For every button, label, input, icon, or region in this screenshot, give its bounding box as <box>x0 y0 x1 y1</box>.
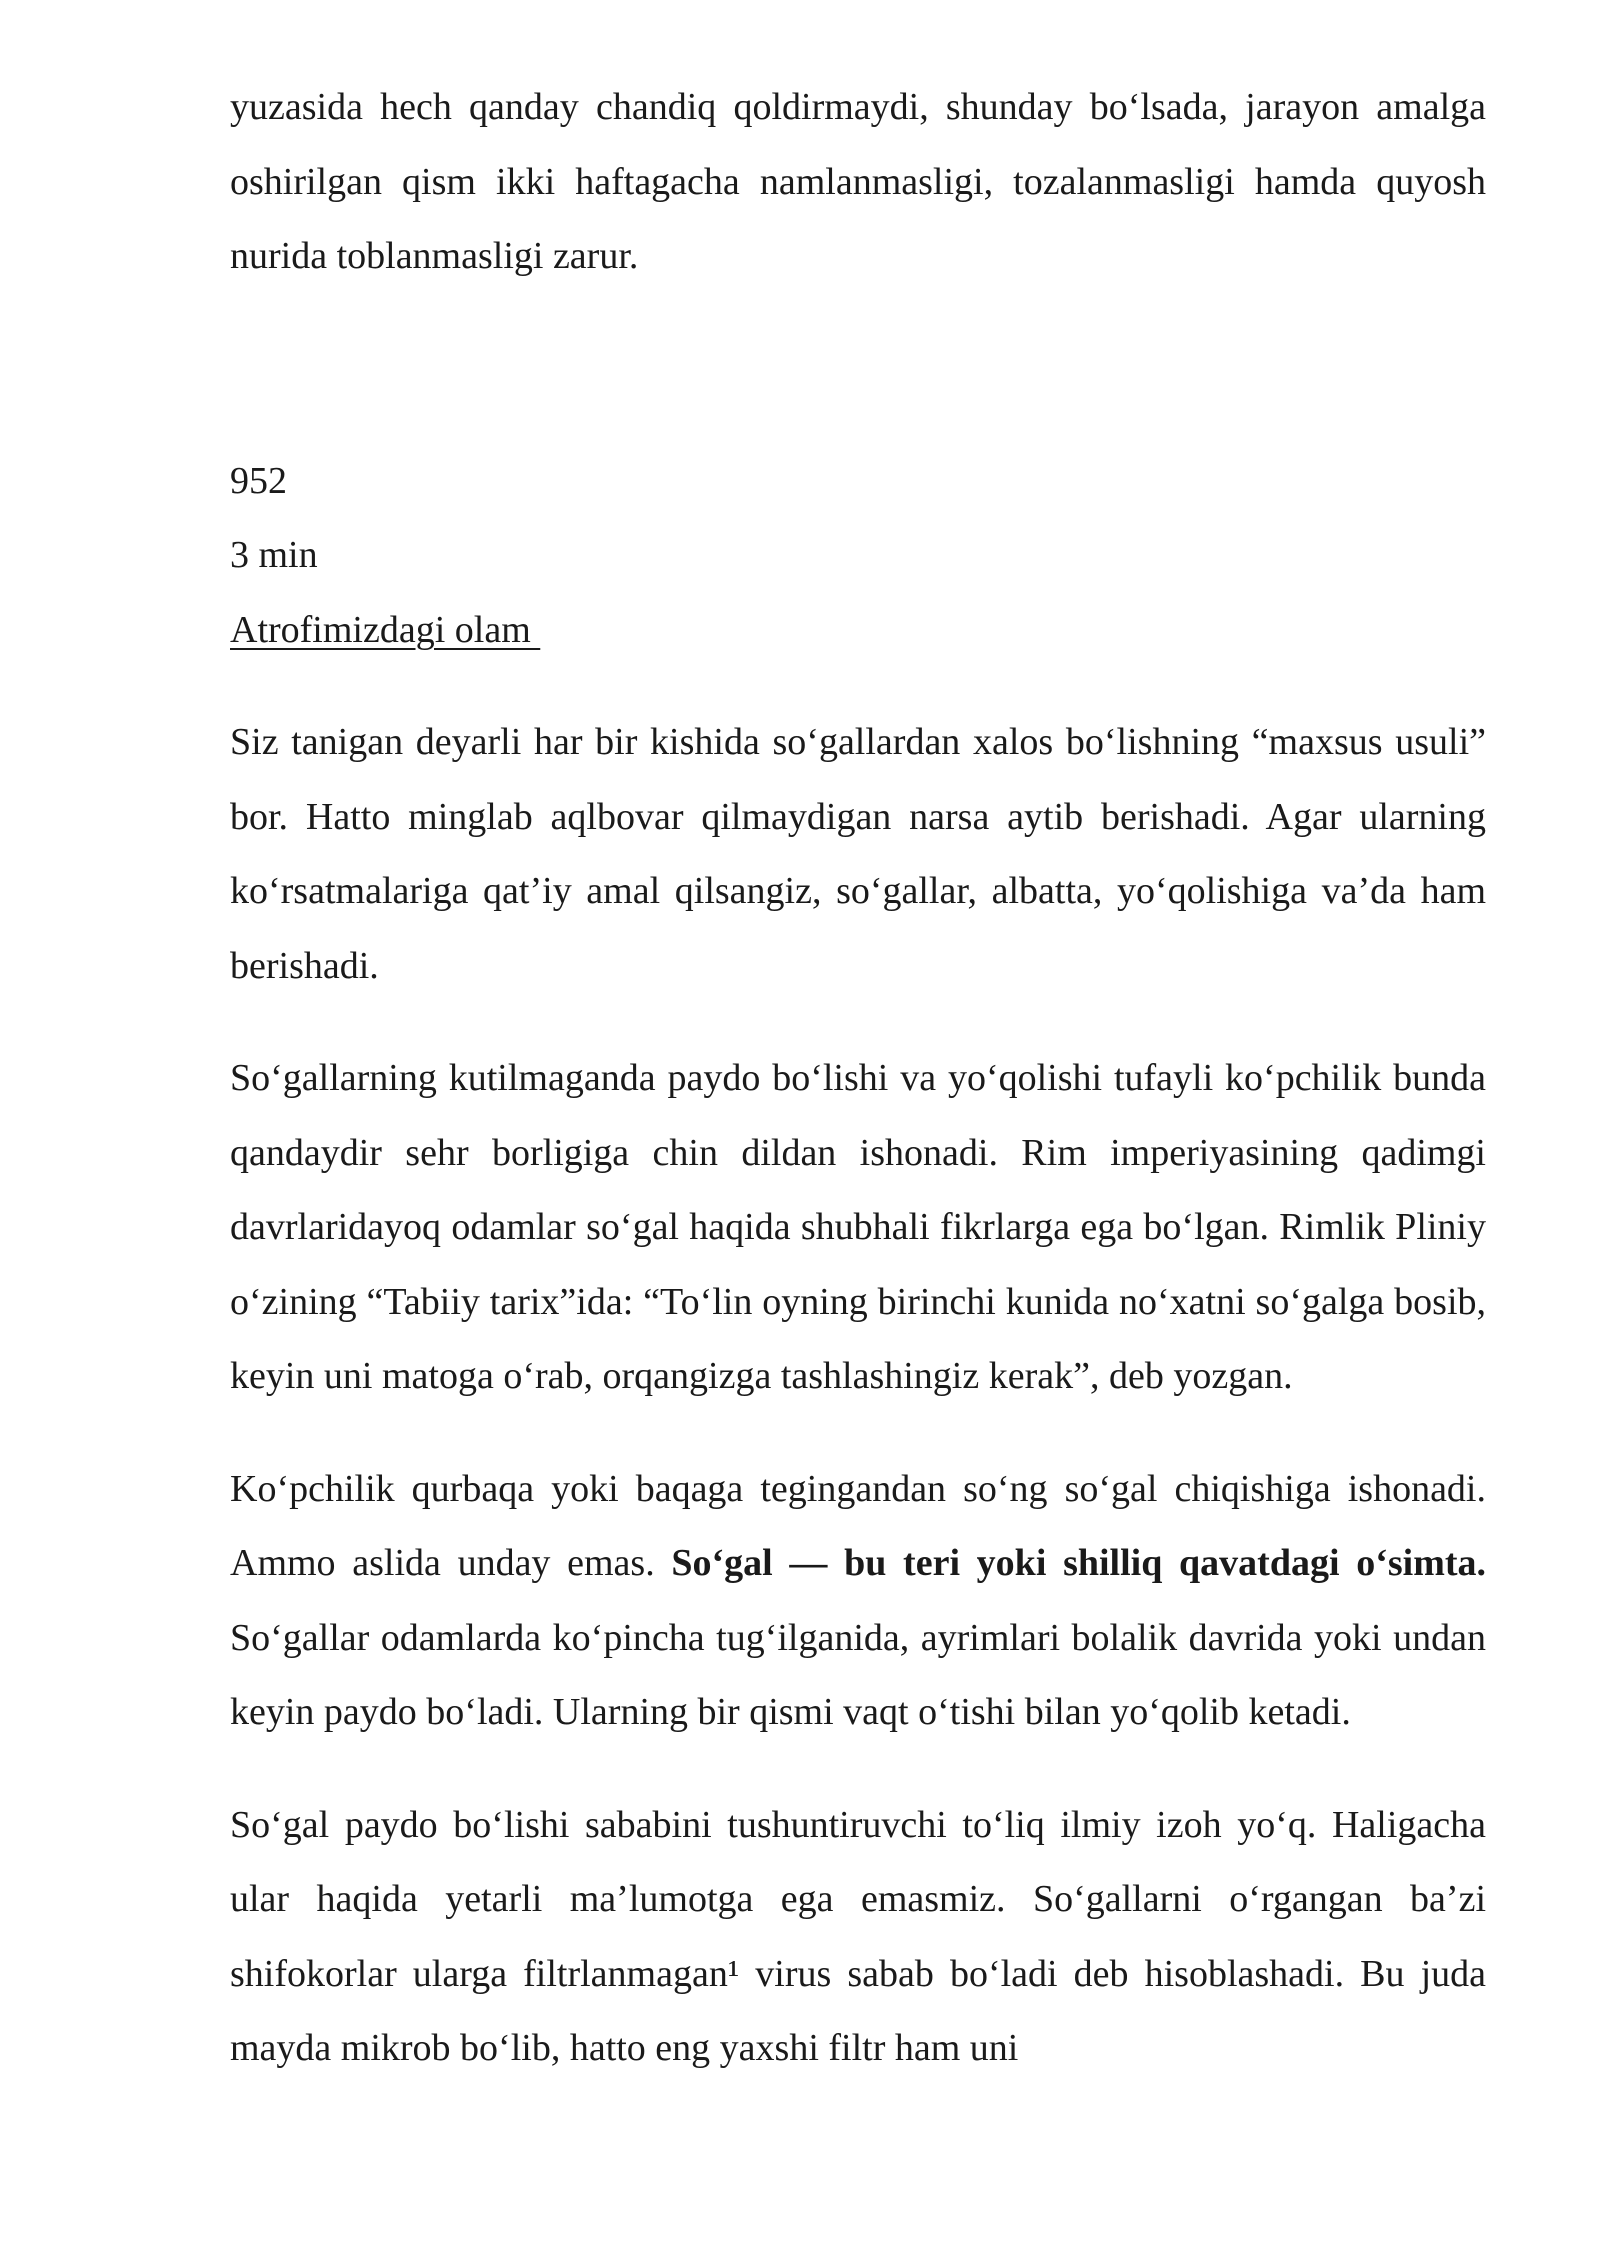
body-paragraph-4: So‘gal paydo bo‘lishi sababini tushuntiruvchi to‘liq ilmiy izoh yo‘q. Haligacha ular haqida yetarli ma’lumotga ega emasmiz. So‘gallarni o‘rgangan ba’zi shifokorlar ularga filtrlanmagan¹ virus sabab bo‘ladi deb hisoblashadi. Bu juda mayda mikrob bo‘lib, hatto eng yaxshi filtr ham uni <box>230 1803 1486 2069</box>
read-time: 3 min <box>230 534 318 576</box>
document-page <box>230 70 1486 2124</box>
category-link[interactable]: Atrofimizdagi olam <box>230 608 541 651</box>
body-paragraph-2: So‘gallarning kutilmaganda paydo bo‘lishi va yo‘qolishi tufayli ko‘pchilik bunda qandaydir sehr borligiga chin dildan ishonadi. Rim imperiyasining qadimgi davrlaridayoq odamlar so‘gal haqida shubhali fikrlarga ega bo‘lgan. Rimlik Pliniy o‘zining “Tabiiy tarix”ida: “To‘lin oyning birinchi kunida no‘xatni so‘galga bosib, keyin uni matoga o‘rab, orqangizga tashlashingiz kerak”, deb yozgan. <box>230 1057 1486 1397</box>
paragraph-3-bold-definition: So‘gal — bu teri yoki shilliq qavatdagi o‘simta. <box>671 1542 1487 1584</box>
paragraph-3-text-end: So‘gallar odamlarda ko‘pincha tug‘ilganida, ayrimlari bolalik davrida yoki undan keyin paydo bo‘ladi. Ularning bir qismi vaqt o‘tishi bilan yo‘qolib ketadi. <box>230 1616 1486 1733</box>
body-paragraph-1: Siz tanigan deyarli har bir kishida so‘gallardan xalos bo‘lishning “maxsus usuli” bor. Hatto minglab aqlbovar qilmaydigan narsa aytib berishadi. Agar ularning ko‘rsatmalariga qat’iy amal qilsangiz, so‘gallar, albatta, yo‘qolishiga va’da ham berishadi. <box>230 721 1486 987</box>
body-paragraph-3 <box>230 1452 1486 1750</box>
intro-paragraph: yuzasida hech qanday chandiq qoldirmaydi, shunday bo‘lsada, jarayon amalga oshirilgan qism ikki haftagacha namlanmasligi, tozalanmasligi hamda quyosh nurida toblanmasligi zarur. <box>230 86 1486 277</box>
paragraph-3-text-start: Ko‘pchilik qurbaqa yoki baqaga tegingandan so‘ng so‘gal chiqishiga ishonadi. Ammo aslida unday emas. <box>230 1467 1486 1584</box>
view-count: 952 <box>230 459 287 502</box>
